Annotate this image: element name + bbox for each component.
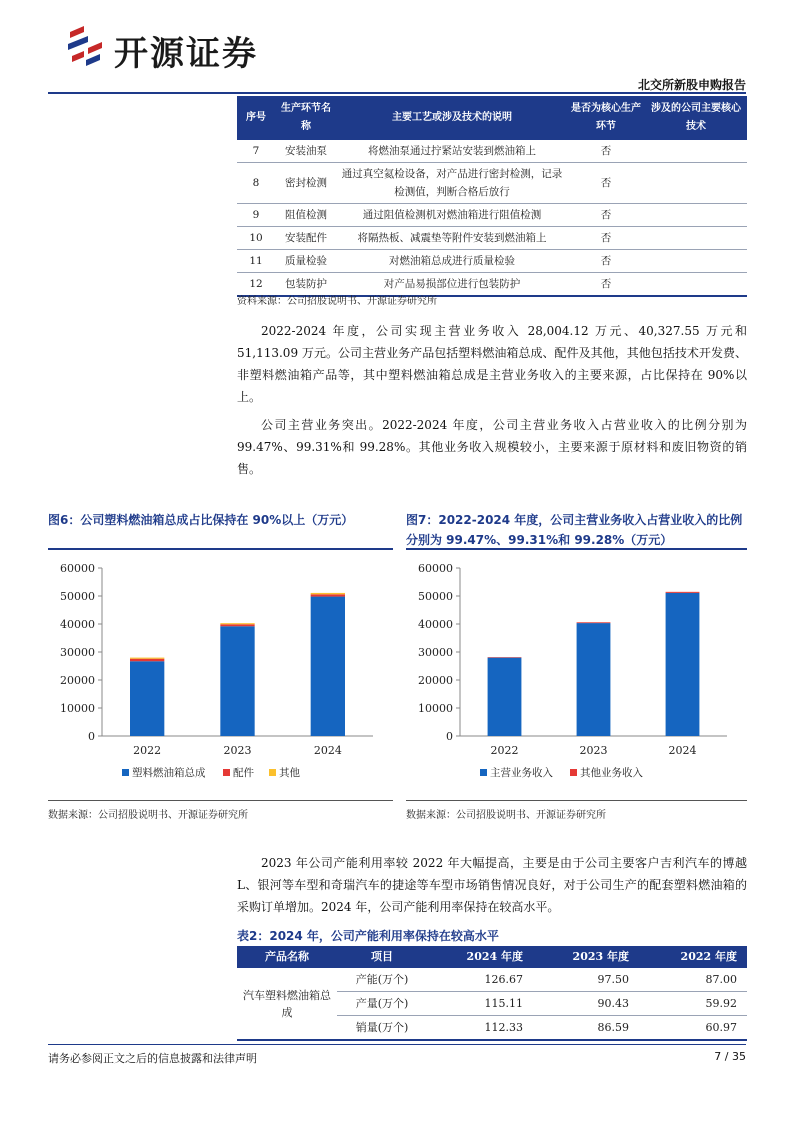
company-logo-text: 开源证券 <box>114 34 258 74</box>
bar <box>666 593 700 736</box>
header-rule <box>48 92 746 94</box>
capacity-table <box>237 946 747 1041</box>
figure7-title: 图7：2022-2024 年度，公司主营业务收入占营业收入的比例分别为 99.47%、99.31%和 99.28%（万元） <box>406 513 743 547</box>
row-item: 销量(万个) <box>337 1016 427 1041</box>
legend-label: 塑料燃油箱总成 <box>132 767 206 779</box>
table-row <box>237 250 747 273</box>
table-header: 产品名称 <box>237 946 337 968</box>
paragraph-capacity: 2023 年公司产能利用率较 2022 年大幅提高，主要是由于公司主要客户吉利汽车的博越 L、银河等车型和奇瑞汽车的捷途等车型市场销售情况良好，对于公司生产的配套塑料燃油箱的采购订单增加。2024 年，公司产能利用率保持在较高水平。 <box>237 856 747 914</box>
table-header: 2024 年度 <box>427 946 533 968</box>
x-tick-label: 2022 <box>490 744 519 757</box>
figure6-chart <box>48 554 393 794</box>
y-tick-label: 20000 <box>60 674 95 687</box>
row-stage: 质量检验 <box>275 250 337 273</box>
table-row <box>237 204 747 227</box>
row-stage: 包装防护 <box>275 273 337 297</box>
table-row <box>237 227 747 250</box>
bar <box>577 622 611 623</box>
table-row <box>237 968 747 992</box>
y-tick-label: 0 <box>446 730 453 743</box>
legend-swatch <box>122 769 129 776</box>
figure6-top-rule <box>48 548 393 550</box>
row-item: 产能(万个) <box>337 968 427 992</box>
logo-icon <box>66 24 106 68</box>
y-tick-label: 40000 <box>60 618 95 631</box>
row-desc: 通过阻值检测机对燃油箱进行阻值检测 <box>337 204 567 227</box>
row-tech <box>645 250 747 273</box>
row-desc: 对产品易损部位进行包装防护 <box>337 273 567 297</box>
row-desc: 对燃油箱总成进行质量检验 <box>337 250 567 273</box>
table-header: 主要工艺或涉及技术的说明 <box>337 96 567 140</box>
row-2022: 87.00 <box>639 968 747 992</box>
row-2024: 115.11 <box>427 992 533 1016</box>
row-stage: 安装配件 <box>275 227 337 250</box>
legend-label: 配件 <box>233 767 254 779</box>
legend-label: 主营业务收入 <box>490 767 553 779</box>
row-tech <box>645 140 747 163</box>
y-tick-label: 50000 <box>60 590 95 603</box>
row-no: 9 <box>237 204 275 227</box>
paragraph-main-business: 公司主营业务突出。2022-2024 年度，公司主营业务收入占营业收入的比例分别为 99.47%、99.31%和 99.28%。其他业务收入规模较小，主要来源于原材料和废旧物资的销售。 <box>237 418 747 476</box>
row-2023: 90.43 <box>533 992 639 1016</box>
x-tick-label: 2024 <box>313 744 342 757</box>
product-name: 汽车塑料燃油箱总成 <box>237 968 337 1040</box>
figure7-chart <box>406 554 747 794</box>
row-item: 产量(万个) <box>337 992 427 1016</box>
figure7-source: 数据来源：公司招股说明书、开源证券研究所 <box>406 810 606 821</box>
bar <box>220 624 254 626</box>
row-core: 否 <box>567 250 645 273</box>
row-core: 否 <box>567 163 645 204</box>
row-stage: 阻值检测 <box>275 204 337 227</box>
report-type: 北交所新股申购报告 <box>637 78 746 92</box>
bar <box>488 658 522 736</box>
y-tick-label: 40000 <box>418 618 453 631</box>
row-no: 11 <box>237 250 275 273</box>
legend-swatch <box>269 769 276 776</box>
bar <box>130 661 164 736</box>
row-desc: 通过真空氦检设备，对产品进行密封检测，记录检测值，判断合格后放行 <box>337 163 567 204</box>
table-header: 2023 年度 <box>533 946 639 968</box>
table-header: 2022 年度 <box>639 946 747 968</box>
bar <box>130 659 164 662</box>
row-2023: 86.59 <box>533 1016 639 1041</box>
table-row <box>237 140 747 163</box>
row-2023: 97.50 <box>533 968 639 992</box>
row-tech <box>645 273 747 297</box>
paragraph-revenue: 2022-2024 年度，公司实现主营业务收入 28,004.12 万元、40,327.55 万元和 51,113.09 万元。公司主营业务产品包括塑料燃油箱总成、配件及其他，其他包括技术开发费、非塑料燃油箱产品等，其中塑料燃油箱总成是主营业务收入的主要来源，占比保持在 90%以上。 <box>237 324 747 404</box>
table-row <box>237 163 747 204</box>
table2-caption: 表2：2024 年，公司产能利用率保持在较高水平 <box>237 929 499 943</box>
legend-swatch <box>570 769 577 776</box>
row-stage: 密封检测 <box>275 163 337 204</box>
row-tech <box>645 227 747 250</box>
legend-label: 其他 <box>279 767 300 779</box>
row-2024: 112.33 <box>427 1016 533 1041</box>
y-tick-label: 30000 <box>418 646 453 659</box>
legend-swatch <box>223 769 230 776</box>
bar <box>130 658 164 659</box>
table-header: 项目 <box>337 946 427 968</box>
row-no: 7 <box>237 140 275 163</box>
table1-source: 资料来源：公司招股说明书、开源证券研究所 <box>237 296 437 307</box>
footer-rule <box>48 1044 746 1045</box>
production-stage-table <box>237 96 747 297</box>
x-tick-label: 2024 <box>668 744 697 757</box>
x-tick-label: 2023 <box>579 744 608 757</box>
row-tech <box>645 204 747 227</box>
y-tick-label: 20000 <box>418 674 453 687</box>
figure6-source: 数据来源：公司招股说明书、开源证券研究所 <box>48 810 248 821</box>
y-tick-label: 0 <box>88 730 95 743</box>
bar <box>311 597 345 736</box>
table-header: 序号 <box>237 96 275 140</box>
figure7-top-rule <box>406 548 747 550</box>
figure7-bottom-rule <box>406 800 747 801</box>
row-no: 10 <box>237 227 275 250</box>
row-core: 否 <box>567 204 645 227</box>
page-number: 7 / 35 <box>714 1050 746 1063</box>
row-2022: 59.92 <box>639 992 747 1016</box>
row-core: 否 <box>567 227 645 250</box>
x-tick-label: 2023 <box>223 744 252 757</box>
row-2024: 126.67 <box>427 968 533 992</box>
y-tick-label: 10000 <box>60 702 95 715</box>
row-no: 12 <box>237 273 275 297</box>
bar <box>311 593 345 594</box>
footer-disclaimer: 请务必参阅正文之后的信息披露和法律声明 <box>48 1052 257 1065</box>
row-desc: 将隔热板、减震垫等附件安装到燃油箱上 <box>337 227 567 250</box>
figure6-title: 图6：公司塑料燃油箱总成占比保持在 90%以上（万元） <box>48 513 354 527</box>
bar <box>220 626 254 736</box>
y-tick-label: 50000 <box>418 590 453 603</box>
row-stage: 安装油泵 <box>275 140 337 163</box>
bar <box>220 623 254 624</box>
row-desc: 将燃油泵通过拧紧站安装到燃油箱上 <box>337 140 567 163</box>
table-header: 涉及的公司主要核心技术 <box>645 96 747 140</box>
row-core: 否 <box>567 273 645 297</box>
y-tick-label: 30000 <box>60 646 95 659</box>
row-tech <box>645 163 747 204</box>
bar <box>577 623 611 736</box>
y-tick-label: 60000 <box>418 562 453 575</box>
row-2022: 60.97 <box>639 1016 747 1041</box>
y-tick-label: 10000 <box>418 702 453 715</box>
bar <box>311 594 345 596</box>
table-header: 是否为核心生产环节 <box>567 96 645 140</box>
y-tick-label: 60000 <box>60 562 95 575</box>
bar <box>666 592 700 593</box>
figure6-bottom-rule <box>48 800 393 801</box>
row-no: 8 <box>237 163 275 204</box>
table-header: 生产环节名称 <box>275 96 337 140</box>
legend-label: 其他业务收入 <box>580 767 643 779</box>
row-core: 否 <box>567 140 645 163</box>
bar <box>488 657 522 658</box>
x-tick-label: 2022 <box>133 744 162 757</box>
legend-swatch <box>480 769 487 776</box>
